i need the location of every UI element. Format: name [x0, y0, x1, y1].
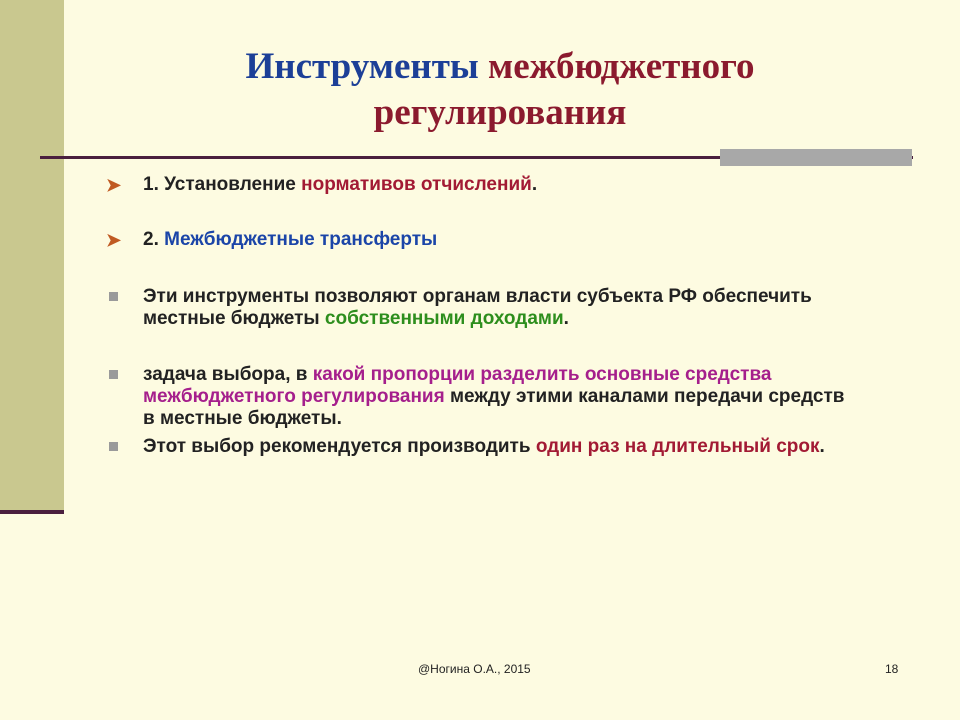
list-item-5-text — [143, 436, 846, 458]
arrow-bullet-icon: ➤ — [106, 175, 122, 195]
item-text: задача выбора, в — [143, 364, 308, 385]
item-text-end: . — [819, 436, 825, 457]
square-bullet-icon — [109, 370, 118, 379]
square-bullet-icon — [109, 292, 118, 301]
item-text: Эти инструменты позволяют органам власти субъекта РФ обеспечить местные бюджеты — [143, 286, 812, 329]
item-text: Этот выбор рекомендуется производить — [143, 436, 531, 457]
square-bullet-icon — [109, 442, 118, 451]
item-highlight: какой пропорции разделить основные средства межбюджетного регулирования — [143, 364, 772, 407]
title-part-2: межбюджетного — [488, 46, 755, 87]
slide-title — [100, 44, 900, 136]
list-item-3-text — [143, 286, 846, 330]
list-item-1-text — [143, 174, 846, 196]
list-item-2 — [106, 229, 846, 251]
title-part-1: Инструменты — [245, 46, 479, 87]
arrow-bullet-icon: ➤ — [106, 230, 122, 250]
list-item-4 — [106, 364, 846, 430]
left-band-underline — [0, 510, 64, 514]
list-item-2-text — [143, 229, 846, 251]
title-divider-accent — [720, 149, 912, 166]
slide-number: 18 — [885, 662, 899, 676]
list-item-3 — [106, 286, 846, 330]
item-text-end: . — [563, 308, 569, 329]
item-text: Установление — [164, 174, 296, 195]
footer-author: @Ногина О.А., 2015 — [418, 662, 531, 676]
item-text-end: между этими каналами передачи средств в местные бюджеты. — [143, 386, 845, 429]
title-part-3: регулирования — [373, 92, 627, 133]
left-decor-band — [0, 0, 64, 512]
item-highlight: собственными доходами — [324, 308, 564, 329]
item-highlight: нормативов отчислений — [301, 174, 532, 195]
item-number: 1. — [143, 174, 159, 195]
item-number: 2. — [143, 229, 159, 250]
item-highlight: один раз на длительный срок — [535, 436, 820, 457]
list-item-1 — [106, 174, 846, 196]
list-item-4-text — [143, 364, 846, 430]
item-highlight: Межбюджетные трансферты — [164, 229, 438, 250]
item-text-end: . — [531, 174, 538, 195]
list-item-5 — [106, 436, 846, 458]
